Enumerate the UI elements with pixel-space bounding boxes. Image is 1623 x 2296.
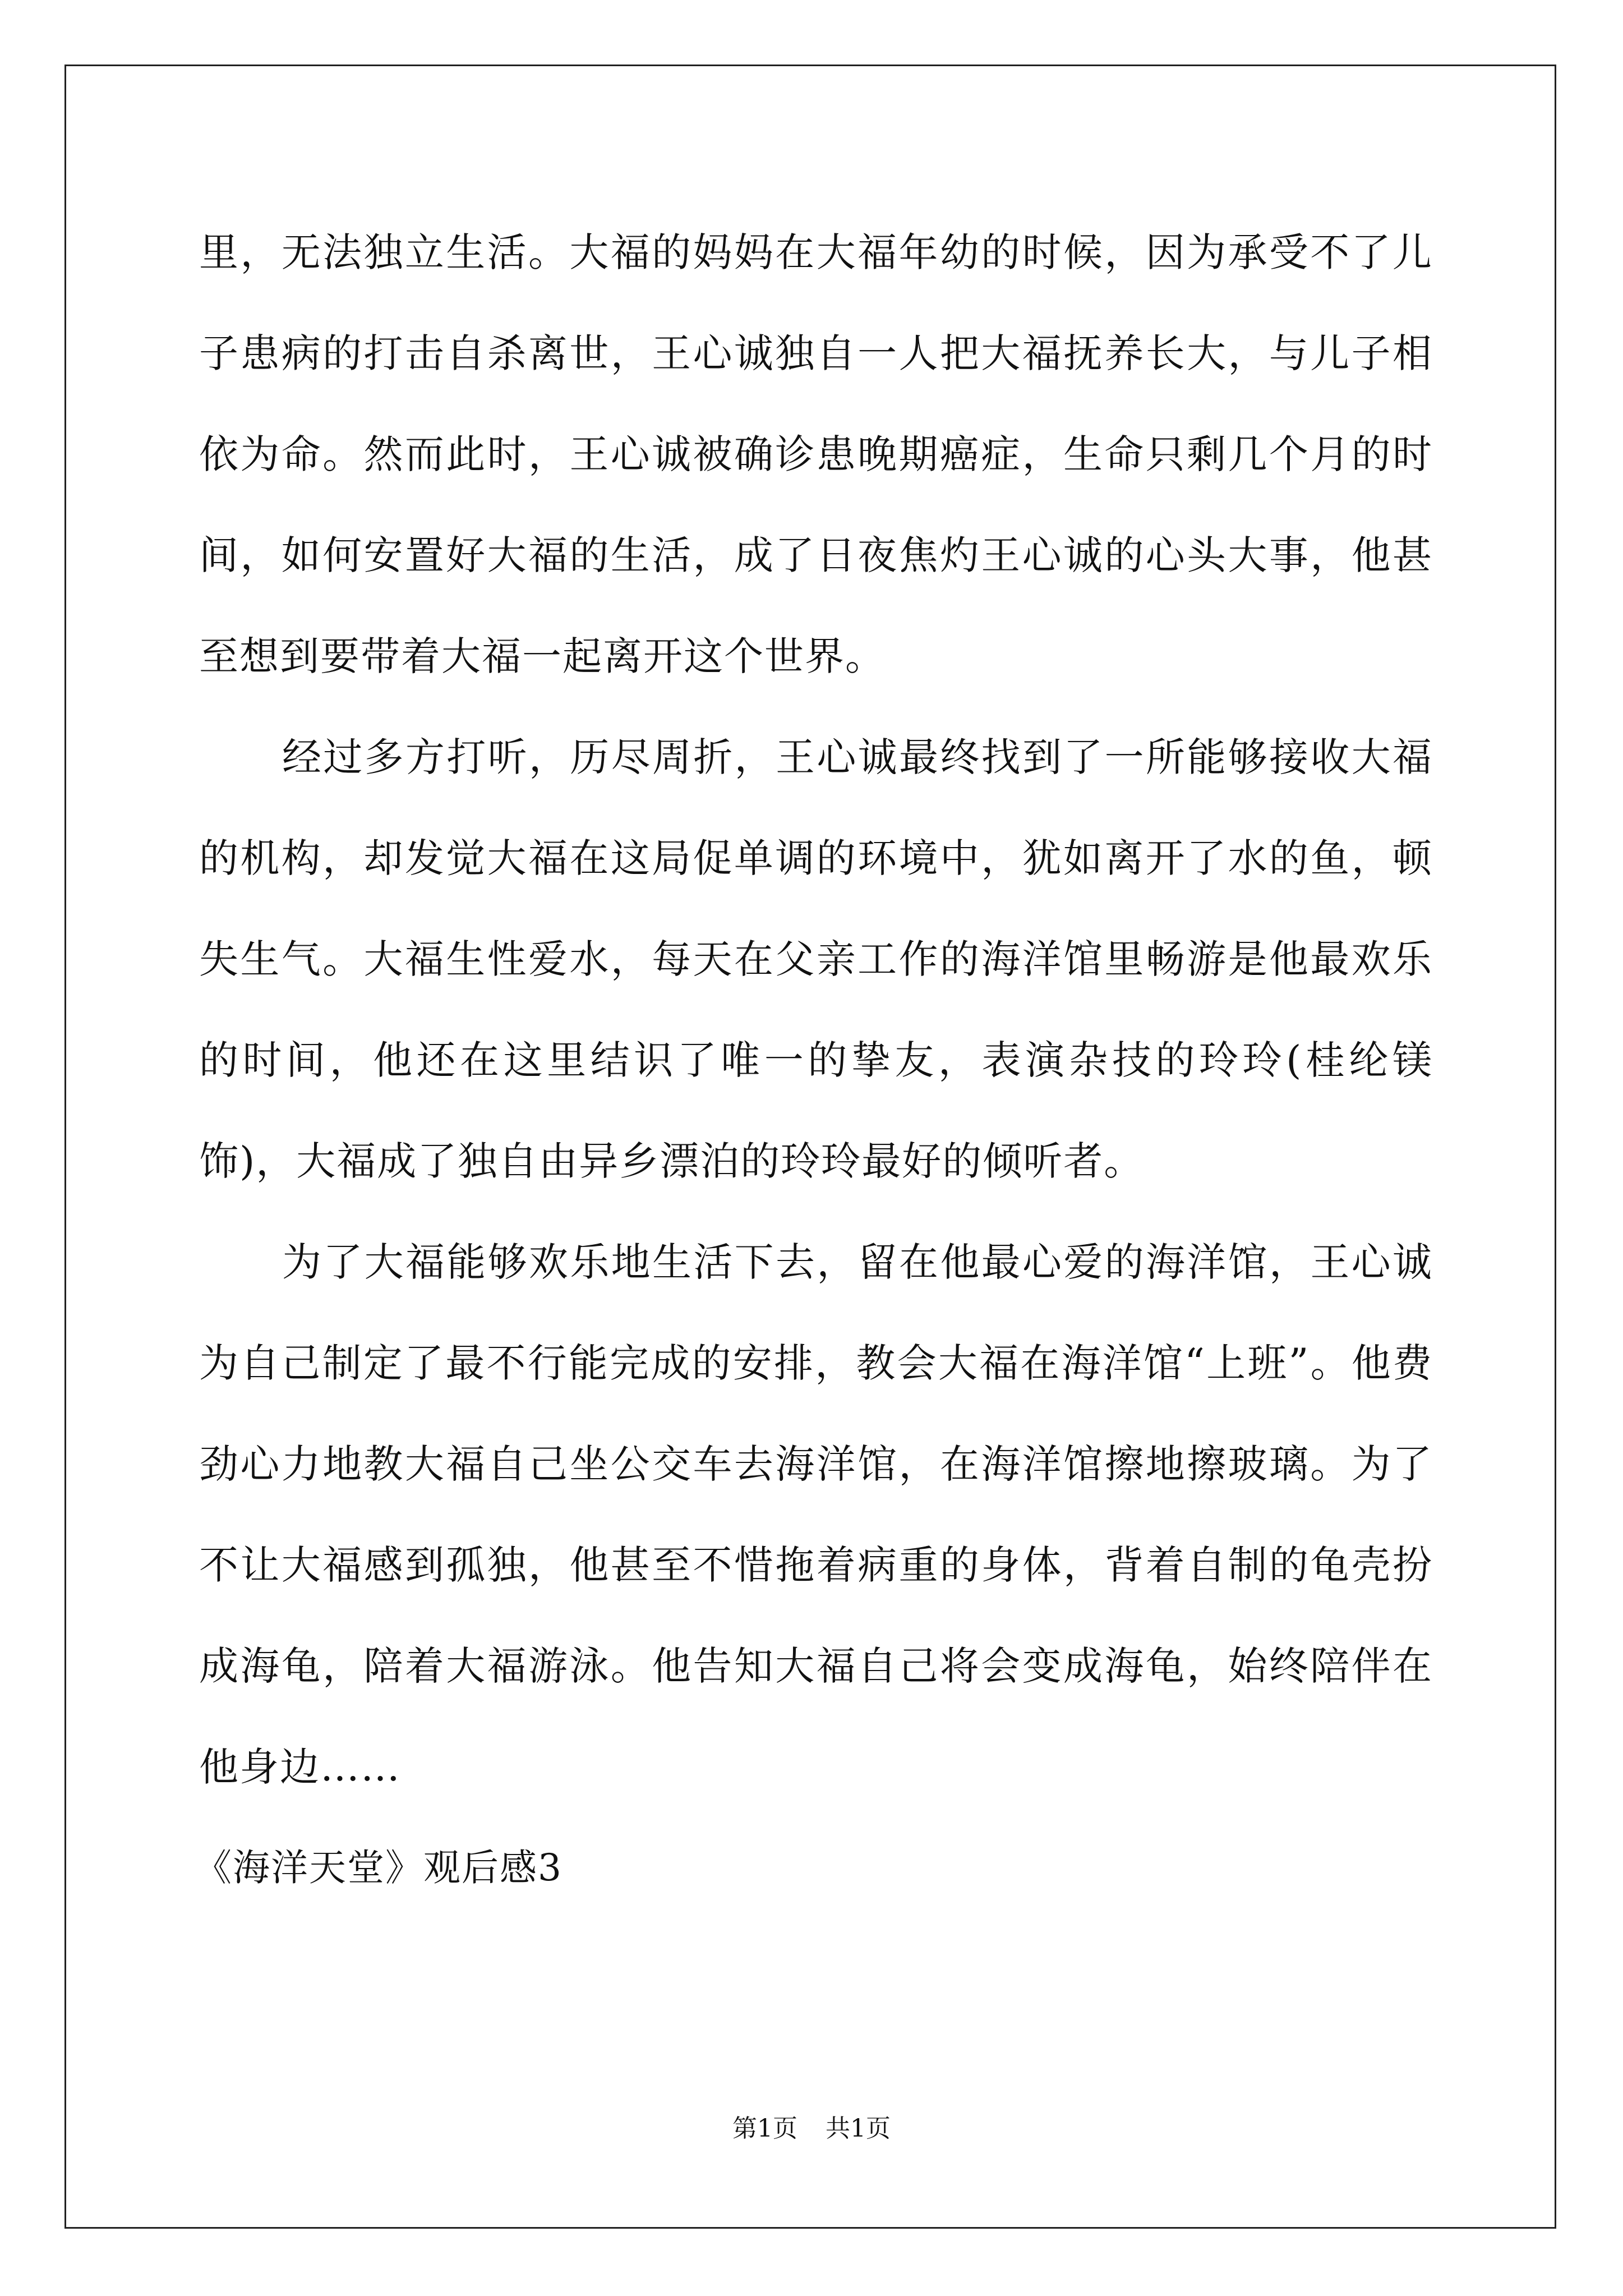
section-heading: 《海洋天堂》观后感3 xyxy=(195,1846,562,1889)
paragraph-3: 为了大福能够欢乐地生活下去，留在他最心爱的海洋馆，王心诚为自己制定了最不行能完成的安排，教会大福在海洋馆“上班”。他费劲心力地教大福自己坐公交车去海洋馆，在海洋馆擦地擦玻璃。为了不让大福感到孤独，他甚至不惜拖着病重的身体，背着自制的龟壳扮成海龟，陪着大福游泳。他告知大福自己将会变成海龟，始终陪伴在他身边…… xyxy=(199,1239,1433,1790)
paragraph-1: 里，无法独立生活。大福的妈妈在大福年幼的时候，因为承受不了儿子患病的打击自杀离世，王心诚独自一人把大福抚养长大，与儿子相依为命。然而此时，王心诚被确诊患晚期癌症，生命只剩几个月的时间，如何安置好大福的生活，成了日夜焦灼王心诚的心头大事，他甚至想到要带着大福一起离开这个世界。 xyxy=(199,229,1433,679)
page-number-current: 第1页 xyxy=(732,2114,797,2143)
page-number-total: 共1页 xyxy=(826,2114,891,2143)
document-body xyxy=(195,202,1433,1918)
paragraph-2: 经过多方打听，历尽周折，王心诚最终找到了一所能够接收大福的机构，却发觉大福在这局促单调的环境中，犹如离开了水的鱼，顿失生气。大福生性爱水，每天在父亲工作的海洋馆里畅游是他最欢乐的时间，他还在这里结识了唯一的挚友，表演杂技的玲玲(桂纶镁饰)，大福成了独自由异乡漂泊的玲玲最好的倾听者。 xyxy=(199,734,1433,1184)
page-footer xyxy=(0,2112,1623,2146)
